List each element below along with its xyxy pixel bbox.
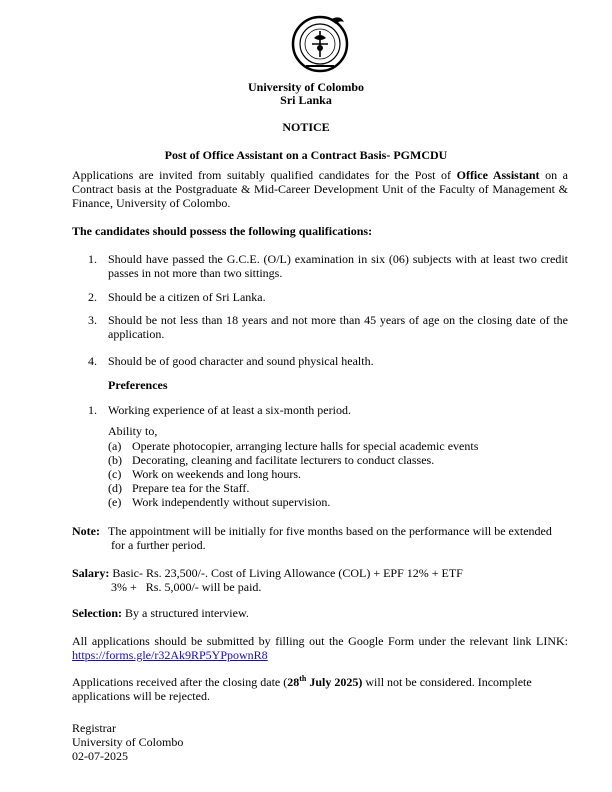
ability-text: Prepare tea for the Staff. <box>132 481 250 495</box>
notice-heading: NOTICE <box>282 120 330 134</box>
salary-line-1 <box>72 566 568 580</box>
post-title: Post of Office Assistant on a Contract Basis- PGMCDU <box>164 148 448 162</box>
closing-month-year: July 2025) <box>306 675 363 689</box>
ability-text: Work on weekends and long hours. <box>132 467 302 481</box>
ability-item <box>108 481 249 495</box>
note-line-1 <box>72 524 568 538</box>
google-form-link[interactable]: https://forms.gle/r32Ak9RP5YPpownR8 <box>72 648 268 662</box>
qualification-number: 2. <box>88 290 97 304</box>
university-name: University of Colombo <box>248 80 364 94</box>
closing-paragraph <box>72 675 568 703</box>
intro-post-name: Office Assistant <box>456 168 540 182</box>
ability-label: (d) <box>108 481 122 495</box>
qualification-item: Should be not less than 18 years and not more than 45 years of age on the closing date of the application. <box>108 313 568 341</box>
note-line-2: for a further period. <box>111 538 206 552</box>
salary-label: Salary: <box>72 566 110 580</box>
ability-label: (a) <box>108 439 122 453</box>
preference-number: 1. <box>88 403 97 417</box>
ability-text: Decorating, cleaning and facilitate lecturers to conduct classes. <box>132 453 435 467</box>
notice-date: 02-07-2025 <box>72 749 128 763</box>
intro-text-before: Applications are invited from suitably qualified candidates for the Post of <box>72 168 457 182</box>
qualification-item: Should have passed the G.C.E. (O/L) examination in six (06) subjects with at least two credit passes in not more than two sittings. <box>108 252 568 280</box>
ability-item <box>108 439 478 453</box>
selection-line <box>72 606 568 620</box>
closing-day: 28 <box>287 675 300 689</box>
qualification-number: 1. <box>88 252 97 266</box>
note-label: Note: <box>72 524 100 538</box>
ability-item <box>108 495 330 509</box>
preferences-heading: Preferences <box>108 378 168 392</box>
ability-text: Operate photocopier, arranging lecture halls for special academic events <box>132 439 479 453</box>
university-crest-logo <box>290 12 350 76</box>
note-text-1: The appointment will be initially for five months based on the performance will be extended <box>108 524 552 538</box>
salary-text-1: Basic- Rs. 23,500/-. Cost of Living Allowance (COL) + EPF 12% + ETF <box>109 566 463 580</box>
selection-label: Selection: <box>72 606 122 620</box>
ability-intro: Ability to, <box>108 424 158 438</box>
ability-label: (e) <box>108 495 122 509</box>
preference-item: Working experience of at least a six-month period. <box>108 403 351 417</box>
qualifications-heading: The candidates should possess the following qualifications: <box>72 224 373 238</box>
ability-item <box>108 453 434 467</box>
salary-line-2: 3% + Rs. 5,000/- will be paid. <box>111 580 262 594</box>
qualification-item: Should be of good character and sound physical health. <box>108 354 374 368</box>
qualification-item: Should be a citizen of Sri Lanka. <box>108 290 266 304</box>
ability-text: Work independently without supervision. <box>132 495 331 509</box>
ability-item <box>108 467 301 481</box>
intro-paragraph <box>72 168 568 210</box>
qualification-number: 4. <box>88 354 97 368</box>
qualification-number: 3. <box>88 313 97 327</box>
closing-date <box>287 675 362 689</box>
ability-label: (c) <box>108 467 122 481</box>
closing-day-suffix: th <box>299 674 307 683</box>
ability-label: (b) <box>108 453 122 467</box>
intro-text-after: on a Contract basis at the Postgraduate & Mid-Career Development Unit of the Faculty of Management & Finance, University of Colombo. <box>72 168 568 210</box>
signatory-organization: University of Colombo <box>72 735 184 749</box>
application-text: All applications should be submitted by filling out the Google Form under the relevant link LINK: <box>72 634 568 648</box>
closing-text-before: Applications received after the closing date ( <box>72 675 288 689</box>
signatory-title: Registrar <box>72 721 116 735</box>
country-name: Sri Lanka <box>280 93 332 107</box>
closing-text-after: will not be considered. Incomplete applications will be rejected. <box>72 675 532 703</box>
application-paragraph <box>72 634 568 662</box>
selection-text: By a structured interview. <box>122 606 249 620</box>
